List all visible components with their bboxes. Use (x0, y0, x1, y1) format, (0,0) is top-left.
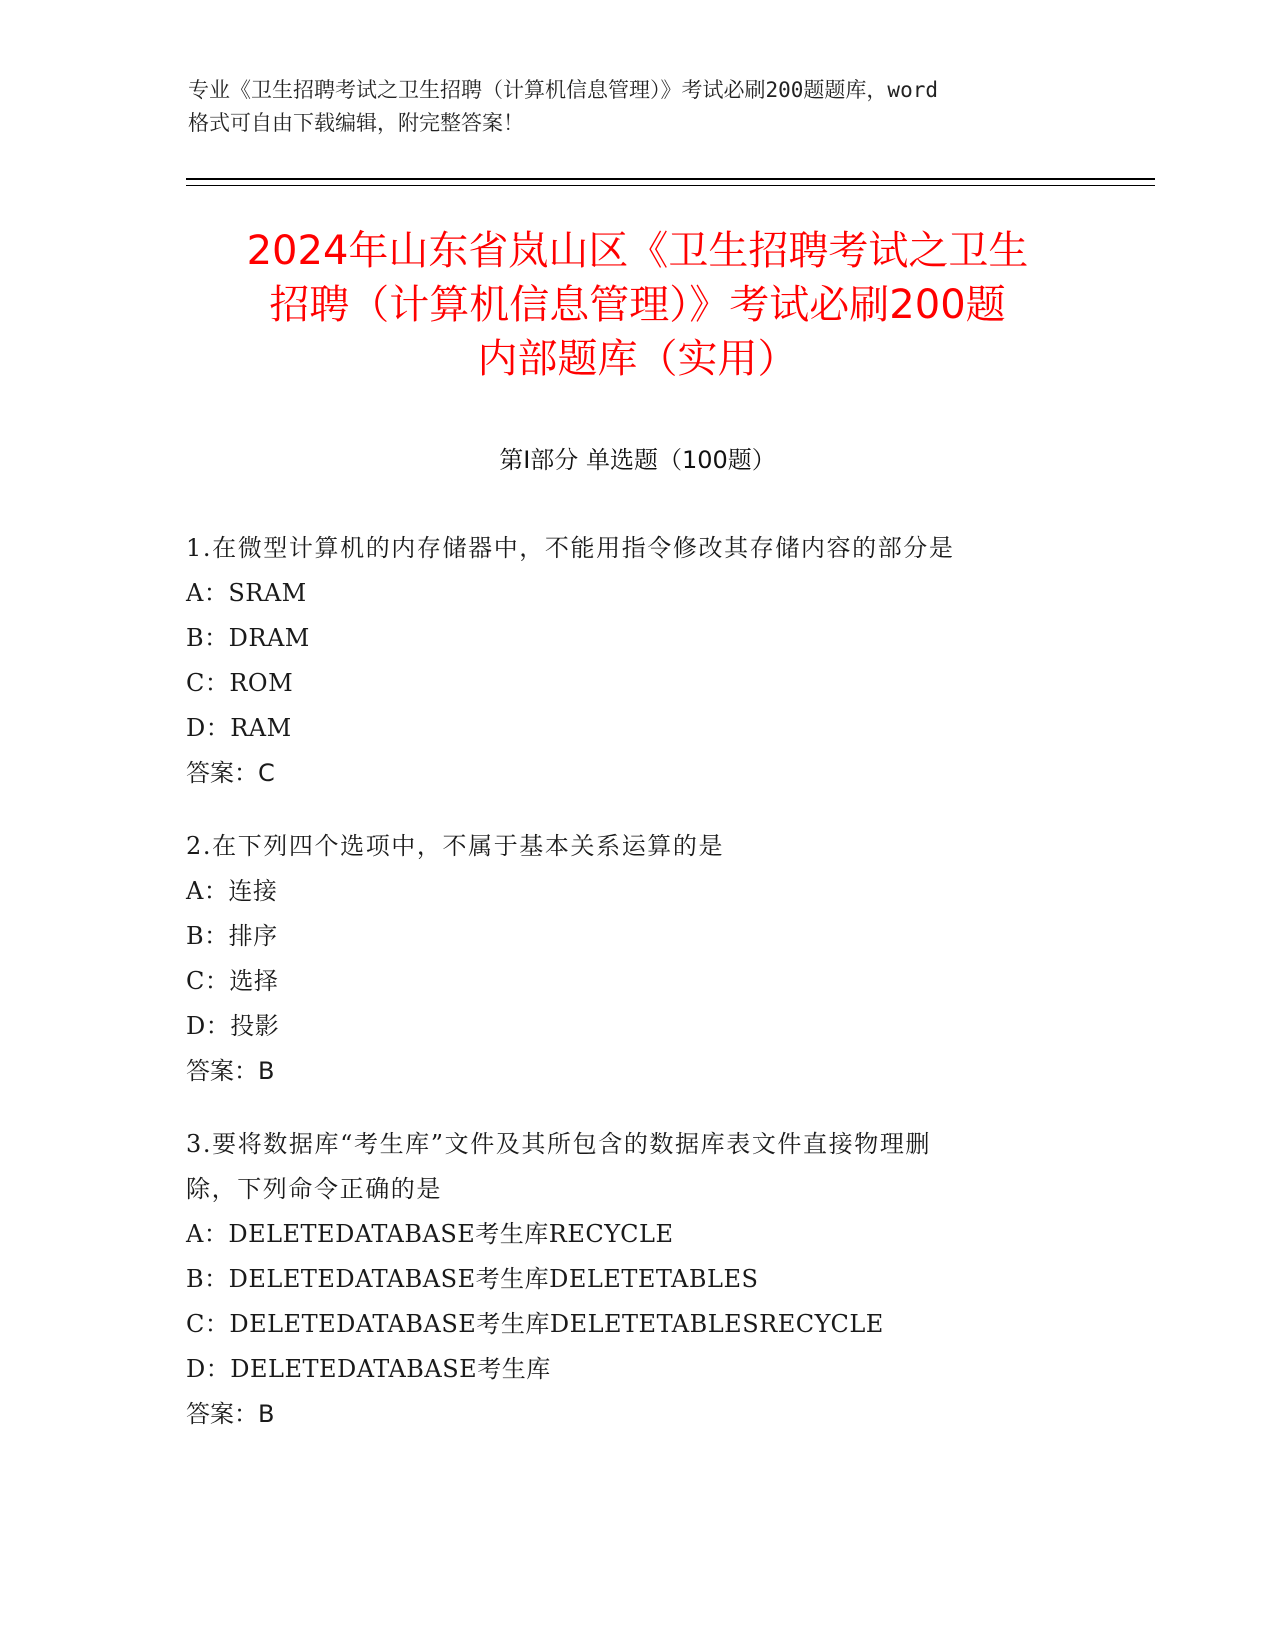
question-stem-line-1: 3.要将数据库“考生库”文件及其所包含的数据库表文件直接物理删 (186, 1130, 932, 1158)
answer: 答案：B (186, 1400, 275, 1428)
option-c: C：DELETEDATABASE考生库DELETETABLESRECYCLE (186, 1310, 884, 1338)
answer: 答案：B (186, 1057, 275, 1085)
question-stem-line-2: 除，下列命令正确的是 (186, 1175, 442, 1203)
option-a: A：连接 (186, 877, 278, 905)
document-title-line-3: 内部题库（实用） (477, 336, 798, 382)
header-note-line-1: 专业《卫生招聘考试之卫生招聘（计算机信息管理）》考试必刷200题题库，word (188, 78, 938, 102)
question-1 (186, 526, 1066, 796)
option-a: A：DELETEDATABASE考生库RECYCLE (186, 1220, 674, 1248)
option-c: C：ROM (186, 669, 294, 697)
option-c: C：选择 (186, 967, 279, 995)
document-title-line-2: 招聘（计算机信息管理）》考试必刷200题 (269, 282, 1006, 328)
question-stem: 1.在微型计算机的内存储器中，不能用指令修改其存储内容的部分是 (186, 534, 955, 562)
option-b: B：排序 (186, 922, 278, 950)
option-b: B：DELETEDATABASE考生库DELETETABLES (186, 1265, 759, 1293)
header-divider-thin (186, 185, 1155, 186)
question-stem: 2.在下列四个选项中，不属于基本关系运算的是 (186, 832, 725, 860)
section-title: 第Ⅰ部分 单选题（100题） (499, 446, 776, 474)
question-2 (186, 824, 1066, 1094)
answer: 答案：C (186, 759, 275, 787)
header-note-line-2: 格式可自由下载编辑，附完整答案！ (188, 111, 524, 135)
option-d: D：DELETEDATABASE考生库 (186, 1355, 551, 1383)
question-3 (186, 1122, 1066, 1437)
option-d: D：投影 (186, 1012, 280, 1040)
option-a: A：SRAM (186, 579, 307, 607)
header-divider-thick (186, 178, 1155, 180)
question-list (186, 526, 1066, 1437)
option-b: B：DRAM (186, 624, 310, 652)
document-title-line-1: 2024年山东省岚山区《卫生招聘考试之卫生 (246, 228, 1029, 274)
document-title (150, 224, 1125, 386)
option-d: D：RAM (186, 714, 292, 742)
header-note (188, 74, 1088, 140)
